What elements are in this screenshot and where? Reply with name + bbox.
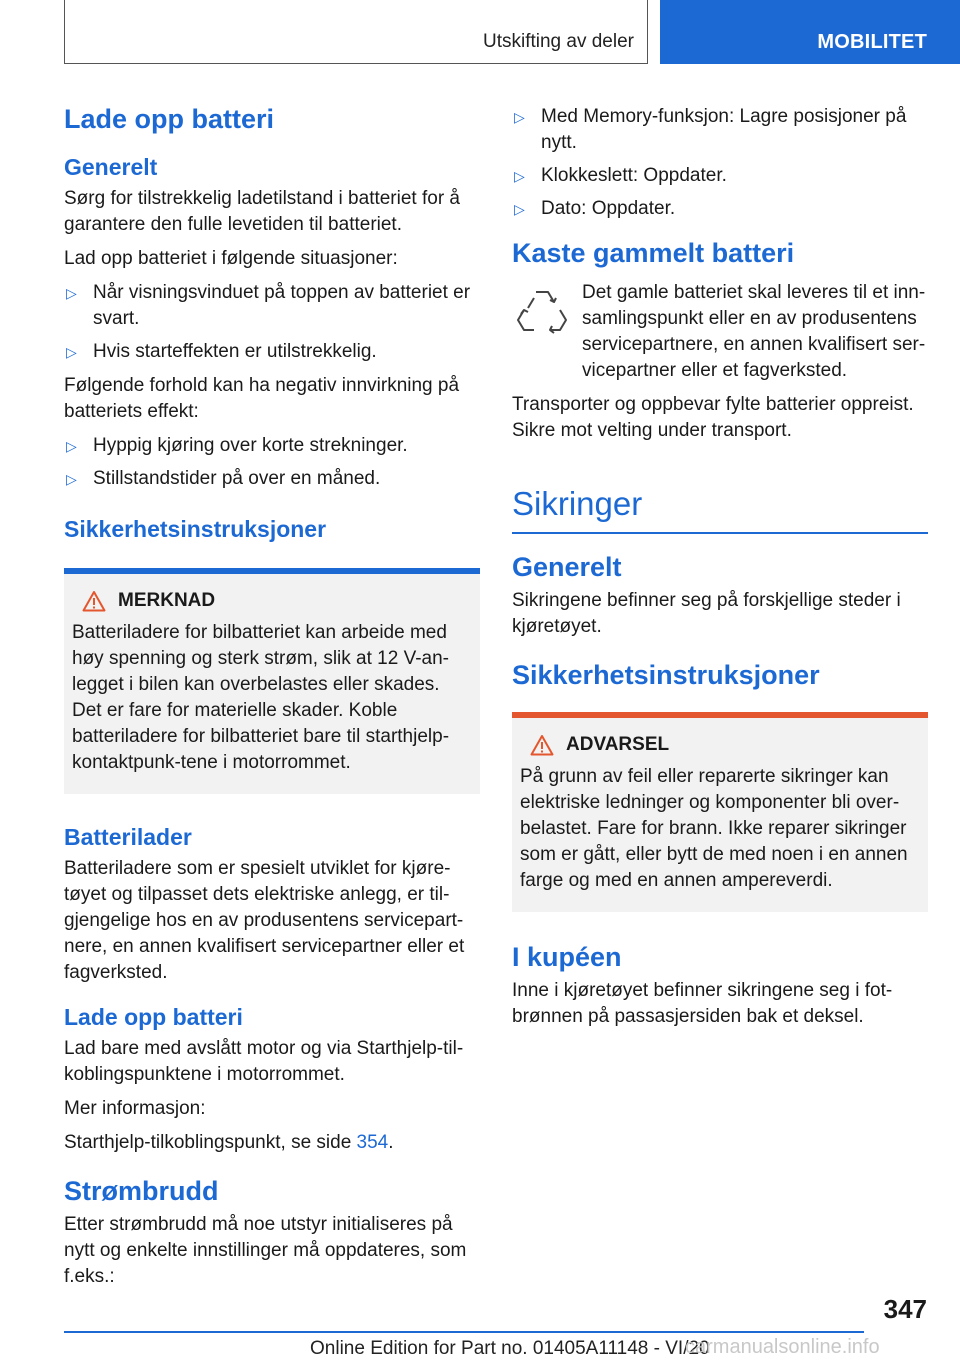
heading-sikringer: Sikringer bbox=[512, 485, 643, 522]
header-chapter-tab[interactable]: MOBILITET bbox=[660, 0, 960, 64]
heading-generelt-right: Generelt bbox=[512, 551, 622, 582]
notice-header bbox=[72, 588, 472, 614]
page-link-354[interactable]: 354 bbox=[356, 1132, 389, 1153]
right-column bbox=[512, 96, 928, 1038]
warning-label: ADVARSEL bbox=[566, 733, 670, 755]
heading-stromnbrudd: Strømbrudd bbox=[64, 1176, 219, 1206]
paragraph: Inne i kjøretøyet befinner sikringene seg i fot-brønnen på passasjersiden bak et deksel. bbox=[512, 979, 893, 1027]
warning-triangle-icon bbox=[82, 590, 106, 612]
triangle-bullet-icon: ▷ bbox=[514, 109, 525, 125]
bullet-list bbox=[64, 280, 480, 365]
notice-text: Batteriladere for bilbatteriet kan arbeide med høy spenning og sterk strøm, slik at 12 V-an-legget i bilen kan overbelastes eller skades. Det er fare for materielle skader. Koble batteriladere for bilbatteriet bare til starthjelp-kontaktpunk-tene i motorrommet. bbox=[72, 622, 450, 773]
recycle-icon bbox=[516, 284, 568, 336]
paragraph: Lad bare med avslått motor og via Starthjelp-til-koblingspunktene i motorrommet. bbox=[64, 1038, 464, 1085]
paragraph: Sørg for tilstrekkelig ladetilstand i batteriet for å garantere den fulle levetiden til batteriet. bbox=[64, 188, 461, 235]
triangle-bullet-icon: ▷ bbox=[514, 201, 525, 217]
paragraph: Transporter og oppbevar fylte batterier oppreist. Sikre mot velting under transport. bbox=[512, 394, 914, 441]
list-item: ▷ Når visningsvinduet på toppen av batteriet er svart. bbox=[66, 282, 471, 329]
heading-i-kupeen: I kupéen bbox=[512, 941, 622, 972]
footer-edition: Online Edition for Part no. 01405A11148 - VI/20 bbox=[310, 1338, 710, 1359]
list-item: ▷ Hyppig kjøring over korte strekninger. bbox=[64, 433, 480, 459]
header-section-title: Utskifting av deler bbox=[482, 31, 634, 52]
notice-box bbox=[64, 568, 480, 794]
list-item: ▷ Hvis starteffekten er utilstrekkelig. bbox=[64, 339, 480, 365]
paragraph: Mer informasjon: bbox=[64, 1098, 206, 1119]
paragraph: Følgende forhold kan ha negativ innvirkning på batteriets effekt: bbox=[64, 375, 460, 422]
warning-triangle-icon bbox=[530, 734, 554, 756]
heading-lade-opp-batteri-sub: Lade opp batteri bbox=[64, 1004, 243, 1030]
heading-kaste-gammelt-batteri: Kaste gammelt batteri bbox=[512, 238, 795, 268]
warning-header bbox=[520, 732, 920, 758]
heading-batterilader: Batterilader bbox=[64, 824, 192, 850]
heading-generelt: Generelt bbox=[64, 154, 158, 180]
warning-bar bbox=[512, 712, 928, 718]
notice-label: MERKNAD bbox=[118, 590, 216, 611]
triangle-bullet-icon: ▷ bbox=[66, 285, 77, 301]
triangle-bullet-icon: ▷ bbox=[514, 168, 525, 184]
paragraph: Sikringene befinner seg på forskjellige steder i kjøretøyet. bbox=[512, 589, 901, 637]
heading-sikkerhetsinstruksjoner-right: Sikkerhetsinstruksjoner bbox=[512, 659, 820, 690]
paragraph: Lad opp batteriet i følgende situasjoner: bbox=[64, 248, 398, 269]
warning-text: På grunn av feil eller reparerte sikringer kan elektriske ledninger og komponenter bli over-belastet. Fare for brann. Ikke reparer sikringer som er gått, eller bytt de med noen i en annen farge og med en annen ampereverdi. bbox=[520, 765, 908, 891]
list-item: ▷ Med Memory-funksjon: Lagre posisjoner på nytt. bbox=[514, 106, 907, 153]
heading-lade-opp-batteri: Lade opp batteri bbox=[64, 104, 275, 134]
warning-box bbox=[512, 712, 928, 912]
list-item: ▷ Stillstandstider på over en måned. bbox=[64, 466, 480, 492]
section-divider bbox=[512, 532, 928, 534]
recycle-notice bbox=[512, 280, 928, 384]
recycle-text: Det gamle batteriet skal leveres til et inn-samlingspunkt eller en av produsentens servicepartnere, en annen kvalifisert ser-vicepartner eller et fagverksted. bbox=[582, 282, 926, 381]
list-item: ▷ Dato: Oppdater. bbox=[512, 196, 928, 222]
bullet-list bbox=[512, 104, 928, 222]
paragraph: Etter strømbrudd må noe utstyr initialiseres på nytt og enkelte innstillinger må oppdateres, som f.eks.: bbox=[64, 1214, 467, 1287]
triangle-bullet-icon: ▷ bbox=[66, 344, 77, 360]
bullet-list bbox=[64, 433, 480, 492]
triangle-bullet-icon: ▷ bbox=[66, 471, 77, 487]
cross-reference: Starthjelp-tilkoblingspunkt, se side 354. bbox=[64, 1132, 394, 1153]
page-number: 347 bbox=[883, 1294, 927, 1324]
paragraph: Batteriladere som er spesielt utviklet for kjøre-tøyet og tilpasset dets elektriske anlegg, er til-gjengelige hos en av produsentens servicepart-nere, en annen kvalifisert servicepartner eller et fagverksted. bbox=[64, 858, 465, 983]
triangle-bullet-icon: ▷ bbox=[66, 438, 77, 454]
left-column bbox=[64, 96, 480, 1298]
watermark: carmanualsonline.info bbox=[685, 1336, 880, 1358]
heading-sikkerhetsinstruksjoner: Sikkerhetsinstruksjoner bbox=[64, 516, 327, 542]
notice-bar bbox=[64, 568, 480, 574]
list-item: ▷ Klokkeslett: Oppdater. bbox=[512, 163, 928, 189]
footer-divider bbox=[64, 1331, 864, 1333]
